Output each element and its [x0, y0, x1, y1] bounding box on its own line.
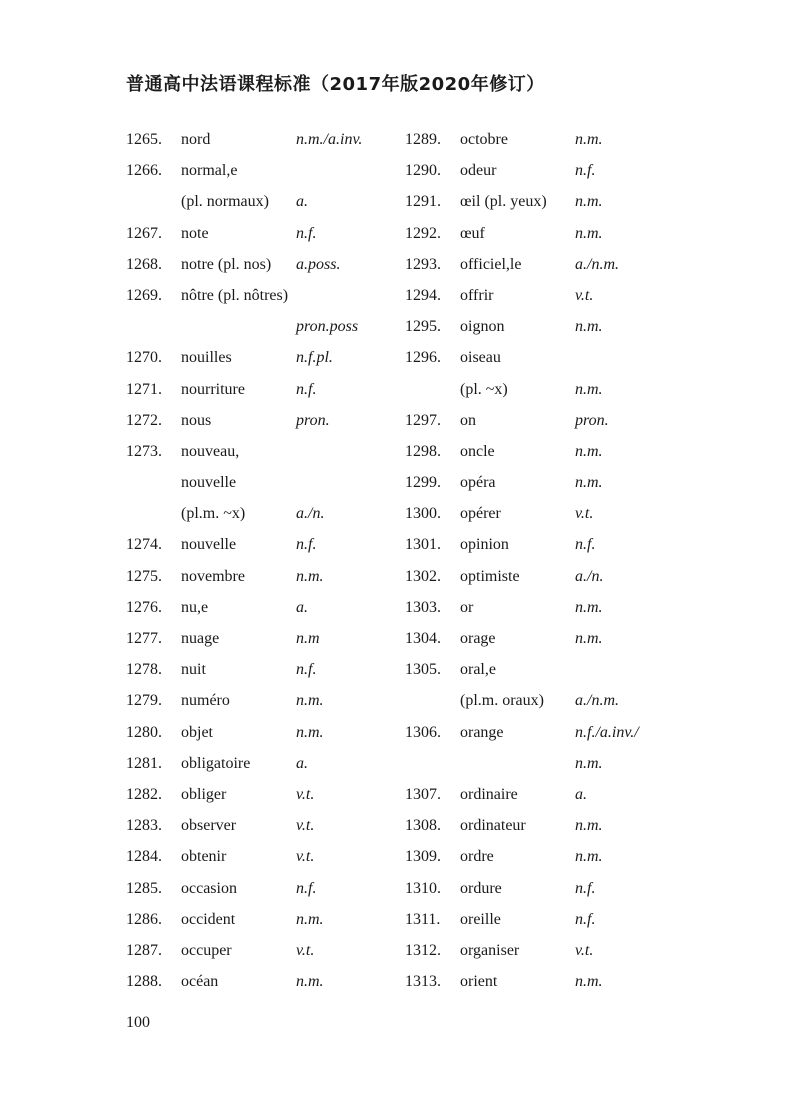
- entry-word: ordre: [460, 848, 494, 866]
- entry-word: oral,e: [460, 661, 496, 679]
- entry-part-of-speech: n.f.: [296, 380, 317, 398]
- entry-word: œuf: [460, 224, 485, 242]
- entry-number: 1303.: [405, 598, 441, 616]
- entry-word: océan: [181, 973, 219, 991]
- entry-word: occident: [181, 910, 236, 928]
- entry-number: 1297.: [405, 411, 441, 429]
- entry-number: 1282.: [126, 785, 162, 803]
- entry-part-of-speech: n.f.: [575, 879, 596, 897]
- entry-part-of-speech: n.f.: [296, 879, 317, 897]
- entry-word: occuper: [181, 941, 232, 959]
- entry-word: opinion: [460, 536, 509, 554]
- entry-number: 1305.: [405, 661, 441, 679]
- entry-number: 1267.: [126, 224, 162, 242]
- entry-part-of-speech: a.: [296, 193, 308, 211]
- entry-number: 1304.: [405, 630, 441, 647]
- entry-part-of-speech: n.m.: [575, 318, 603, 336]
- page-number: 100: [126, 1014, 150, 1031]
- entry-part-of-speech: n.f.: [575, 536, 596, 554]
- entry-number: 1306.: [405, 723, 441, 741]
- entry-part-of-speech: n.m.: [296, 567, 324, 585]
- entry-number: 1280.: [126, 723, 162, 741]
- entry-word: note: [181, 224, 209, 242]
- entry-word: (pl. normaux): [181, 193, 269, 211]
- entry-word: orage: [460, 630, 496, 647]
- entry-word: oncle: [460, 442, 495, 460]
- entry-number: 1285.: [126, 879, 162, 897]
- entry-part-of-speech: n.f.: [296, 661, 317, 679]
- entry-number: 1296.: [405, 349, 441, 367]
- entry-word: observer: [181, 817, 237, 835]
- entry-part-of-speech: n.m.: [575, 224, 603, 242]
- entry-part-of-speech: n.m.: [575, 442, 603, 460]
- entry-word: nord: [181, 131, 211, 148]
- entry-word: nouveau,: [181, 442, 240, 460]
- entry-number: 1307.: [405, 785, 441, 803]
- entry-word: officiel,le: [460, 255, 522, 273]
- entry-number: 1310.: [405, 879, 441, 897]
- entry-part-of-speech: a./n.m.: [575, 692, 619, 710]
- entry-number: 1288.: [126, 973, 162, 991]
- entry-word: nôtre (pl. nôtres): [181, 286, 289, 304]
- entry-word: novembre: [181, 567, 245, 585]
- entry-word: nouilles: [181, 349, 232, 367]
- entry-word: octobre: [460, 131, 508, 148]
- entry-number: 1311.: [405, 910, 441, 928]
- entry-number: 1302.: [405, 567, 441, 585]
- entry-word: notre (pl. nos): [181, 255, 272, 273]
- entry-number: 1294.: [405, 286, 441, 304]
- entry-part-of-speech: n.m.: [575, 630, 603, 647]
- entry-word: numéro: [181, 692, 230, 710]
- entry-word: normal,e: [181, 162, 238, 180]
- entry-part-of-speech: n.m.: [575, 848, 603, 866]
- entry-word: (pl.m. oraux): [460, 692, 544, 710]
- entry-part-of-speech: v.t.: [575, 286, 594, 304]
- entry-part-of-speech: n.m./a.inv.: [296, 131, 363, 148]
- entry-part-of-speech: n.f.pl.: [296, 349, 333, 367]
- entry-word: nuit: [181, 661, 206, 679]
- entry-number: 1277.: [126, 630, 162, 647]
- entry-word: or: [460, 598, 474, 616]
- entry-number: 1298.: [405, 442, 441, 460]
- entry-part-of-speech: n.f.: [575, 910, 596, 928]
- entry-word: (pl.m. ~x): [181, 505, 246, 523]
- entry-part-of-speech: n.f.: [296, 536, 317, 554]
- entry-word: oreille: [460, 910, 501, 928]
- entry-part-of-speech: v.t.: [296, 817, 315, 835]
- entry-word: (pl. ~x): [460, 380, 508, 398]
- entry-part-of-speech: n.m.: [575, 193, 603, 211]
- entry-number: 1283.: [126, 817, 162, 835]
- entry-word: orient: [460, 973, 498, 991]
- entry-part-of-speech: a.poss.: [296, 255, 341, 273]
- entry-word: nuage: [181, 630, 220, 647]
- entry-word: orange: [460, 723, 504, 741]
- entry-word: obliger: [181, 785, 227, 803]
- entry-word: obtenir: [181, 848, 227, 866]
- entry-part-of-speech: n.m.: [575, 973, 603, 991]
- entry-word: obligatoire: [181, 754, 251, 772]
- entry-number: 1281.: [126, 754, 162, 772]
- entry-part-of-speech: n.f./a.inv./: [575, 723, 639, 741]
- entry-part-of-speech: pron.: [575, 411, 609, 429]
- entry-part-of-speech: v.t.: [296, 785, 315, 803]
- entry-word: nu,e: [181, 598, 209, 616]
- entry-number: 1274.: [126, 536, 162, 554]
- entry-part-of-speech: n.m.: [575, 131, 603, 148]
- entry-word: nouvelle: [181, 536, 237, 554]
- entry-number: 1309.: [405, 848, 441, 866]
- entry-number: 1269.: [126, 286, 162, 304]
- entry-word: organiser: [460, 941, 520, 959]
- entry-word: optimiste: [460, 567, 520, 585]
- entry-number: 1279.: [126, 692, 162, 710]
- entry-part-of-speech: n.m: [296, 630, 320, 647]
- entry-number: 1275.: [126, 567, 162, 585]
- entry-word: ordinateur: [460, 817, 526, 835]
- entry-number: 1276.: [126, 598, 162, 616]
- entry-number: 1299.: [405, 474, 441, 492]
- entry-number: 1293.: [405, 255, 441, 273]
- entry-number: 1312.: [405, 941, 441, 959]
- entry-number: 1268.: [126, 255, 162, 273]
- page-header: 普通高中法语课程标准（2017年版2020年修订）: [126, 74, 545, 95]
- entry-word: nouvelle: [181, 474, 237, 492]
- entry-word: opéra: [460, 474, 496, 492]
- entry-number: 1271.: [126, 380, 162, 398]
- entry-word: objet: [181, 723, 213, 741]
- entry-word: offrir: [460, 286, 494, 304]
- entry-number: 1295.: [405, 318, 441, 336]
- entry-part-of-speech: n.m.: [575, 754, 603, 772]
- entry-number: 1266.: [126, 162, 162, 180]
- entry-part-of-speech: n.m.: [575, 817, 603, 835]
- entry-number: 1287.: [126, 941, 162, 959]
- entry-part-of-speech: a./n.m.: [575, 255, 619, 273]
- entry-part-of-speech: n.m.: [575, 598, 603, 616]
- entry-part-of-speech: a.: [296, 598, 308, 616]
- entry-word: ordure: [460, 879, 502, 897]
- entry-part-of-speech: v.t.: [296, 848, 315, 866]
- entry-number: 1290.: [405, 162, 441, 180]
- entry-word: on: [460, 411, 476, 429]
- entry-number: 1272.: [126, 411, 162, 429]
- entry-part-of-speech: pron.: [296, 411, 330, 429]
- entry-part-of-speech: n.m.: [575, 380, 603, 398]
- entry-part-of-speech: a./n.: [296, 505, 325, 523]
- entry-word: oignon: [460, 318, 505, 336]
- entry-part-of-speech: n.m.: [296, 910, 324, 928]
- entry-word: oiseau: [460, 349, 501, 367]
- entry-part-of-speech: a.: [575, 785, 587, 803]
- entry-number: 1273.: [126, 442, 162, 460]
- entry-word: œil (pl. yeux): [460, 193, 547, 211]
- entry-part-of-speech: n.m.: [296, 723, 324, 741]
- entry-number: 1291.: [405, 193, 441, 211]
- entry-part-of-speech: n.f.: [296, 224, 317, 242]
- entry-number: 1292.: [405, 224, 441, 242]
- entry-part-of-speech: a./n.: [575, 567, 604, 585]
- entry-part-of-speech: v.t.: [575, 941, 594, 959]
- entry-number: 1300.: [405, 505, 441, 523]
- entry-number: 1289.: [405, 131, 441, 148]
- entry-number: 1286.: [126, 910, 162, 928]
- entry-word: nourriture: [181, 380, 245, 398]
- entry-number: 1284.: [126, 848, 162, 866]
- entry-number: 1308.: [405, 817, 441, 835]
- entry-part-of-speech: v.t.: [296, 941, 315, 959]
- entry-number: 1278.: [126, 661, 162, 679]
- entry-number: 1270.: [126, 349, 162, 367]
- entry-word: odeur: [460, 162, 497, 180]
- entry-number: 1265.: [126, 131, 162, 148]
- entry-part-of-speech: v.t.: [575, 505, 594, 523]
- entry-word: ordinaire: [460, 785, 518, 803]
- entry-part-of-speech: n.m.: [575, 474, 603, 492]
- entry-number: 1313.: [405, 973, 441, 991]
- entry-part-of-speech: a.: [296, 754, 308, 772]
- entry-word: nous: [181, 411, 212, 429]
- entry-word: opérer: [460, 505, 501, 523]
- entry-part-of-speech: n.f.: [575, 162, 596, 180]
- entry-part-of-speech: pron.poss: [296, 318, 359, 336]
- entry-part-of-speech: n.m.: [296, 692, 324, 710]
- entry-part-of-speech: n.m.: [296, 973, 324, 991]
- entry-number: 1301.: [405, 536, 441, 554]
- entry-word: occasion: [181, 879, 237, 897]
